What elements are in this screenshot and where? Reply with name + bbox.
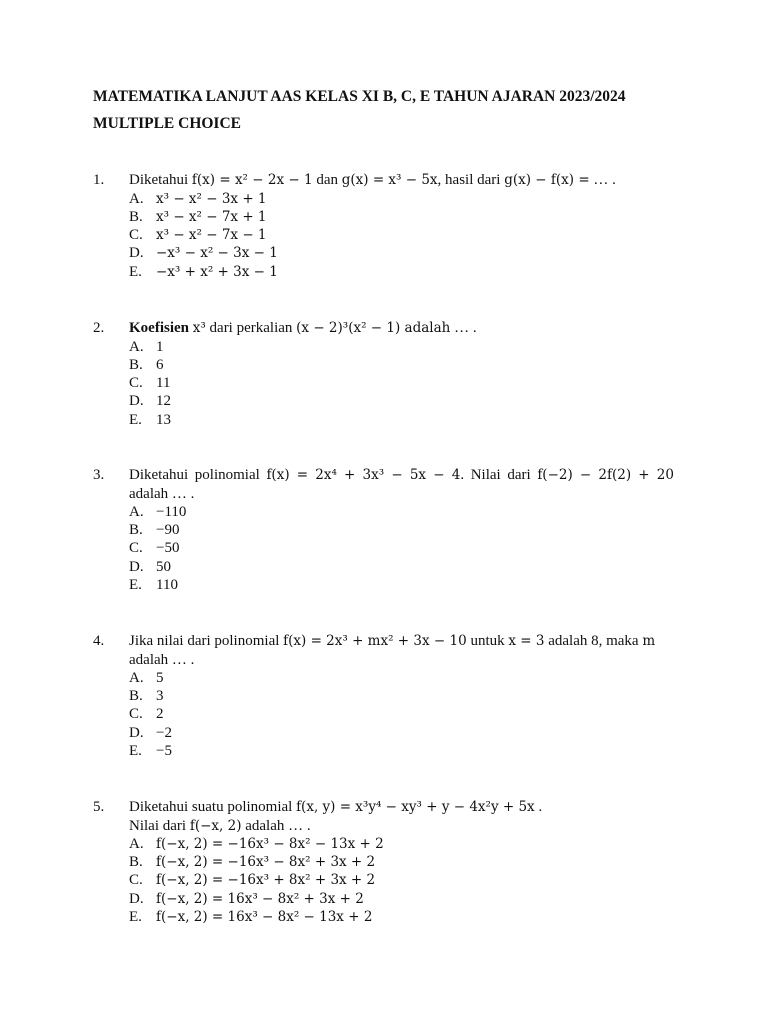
option-b[interactable]: B. 3	[129, 688, 164, 704]
option-e[interactable]: E. 13	[129, 412, 171, 428]
question-stem: Diketahui suatu polinomial f(x, y) = x³y⁴ − xy³ + y − 4x²y + 5x .	[129, 799, 543, 815]
option-b[interactable]: B. x³ − x² − 7x + 1	[129, 209, 267, 225]
option-d[interactable]: D. −x³ − x² − 3x − 1	[129, 245, 278, 261]
option-e[interactable]: E. 110	[129, 577, 178, 593]
option-d[interactable]: D. −2	[129, 725, 172, 741]
option-d[interactable]: D. 12	[129, 393, 171, 409]
option-b[interactable]: B. 6	[129, 357, 164, 373]
option-e[interactable]: E. −x³ + x² + 3x − 1	[129, 264, 278, 280]
option-c[interactable]: C. −50	[129, 540, 180, 556]
option-c[interactable]: C. 11	[129, 375, 171, 391]
option-a[interactable]: A. 1	[129, 339, 164, 355]
section-heading: MULTIPLE CHOICE	[93, 115, 241, 132]
option-b[interactable]: B. −90	[129, 522, 180, 538]
question-number: 5.	[93, 799, 105, 815]
option-e[interactable]: E. f(−x, 2) = 16x³ − 8x² − 13x + 2	[129, 909, 373, 925]
question-stem: Koefisien x³ dari perkalian (x − 2)³(x² − 1) adalah … .	[129, 320, 477, 336]
option-c[interactable]: C. x³ − x² − 7x − 1	[129, 227, 267, 243]
option-b[interactable]: B. f(−x, 2) = −16x³ − 8x² + 3x + 2	[129, 854, 376, 870]
question-stem-continued: adalah … .	[129, 652, 195, 668]
question-stem: Diketahui f(x) = x² − 2x − 1 dan g(x) = x³ − 5x, hasil dari g(x) − f(x) = … .	[129, 172, 616, 188]
option-a[interactable]: A. x³ − x² − 3x + 1	[129, 191, 267, 207]
question-number: 3.	[93, 467, 105, 483]
option-c[interactable]: C. f(−x, 2) = −16x³ + 8x² + 3x + 2	[129, 872, 376, 888]
question-number: 1.	[93, 172, 105, 188]
question-stem: Diketahui polinomial f(x) = 2x⁴ + 3x³ − 5x − 4. Nilai dari f(−2) − 2f(2) + 20	[129, 467, 674, 483]
option-a[interactable]: A. f(−x, 2) = −16x³ − 8x² − 13x + 2	[129, 836, 384, 852]
option-e[interactable]: E. −5	[129, 743, 172, 759]
option-a[interactable]: A. −110	[129, 504, 187, 520]
option-c[interactable]: C. 2	[129, 706, 164, 722]
question-number: 2.	[93, 320, 105, 336]
option-a[interactable]: A. 5	[129, 670, 164, 686]
question-number: 4.	[93, 633, 105, 649]
option-d[interactable]: D. 50	[129, 559, 171, 575]
question-stem: Jika nilai dari polinomial f(x) = 2x³ + mx² + 3x − 10 untuk x = 3 adalah 8, maka m	[129, 633, 656, 649]
question-stem-continued: Nilai dari f(−x, 2) adalah … .	[129, 818, 311, 834]
option-d[interactable]: D. f(−x, 2) = 16x³ − 8x² + 3x + 2	[129, 891, 364, 907]
question-stem-continued: adalah … .	[129, 486, 195, 502]
document-title: MATEMATIKA LANJUT AAS KELAS XI B, C, E TAHUN AJARAN 2023/2024	[93, 88, 626, 105]
